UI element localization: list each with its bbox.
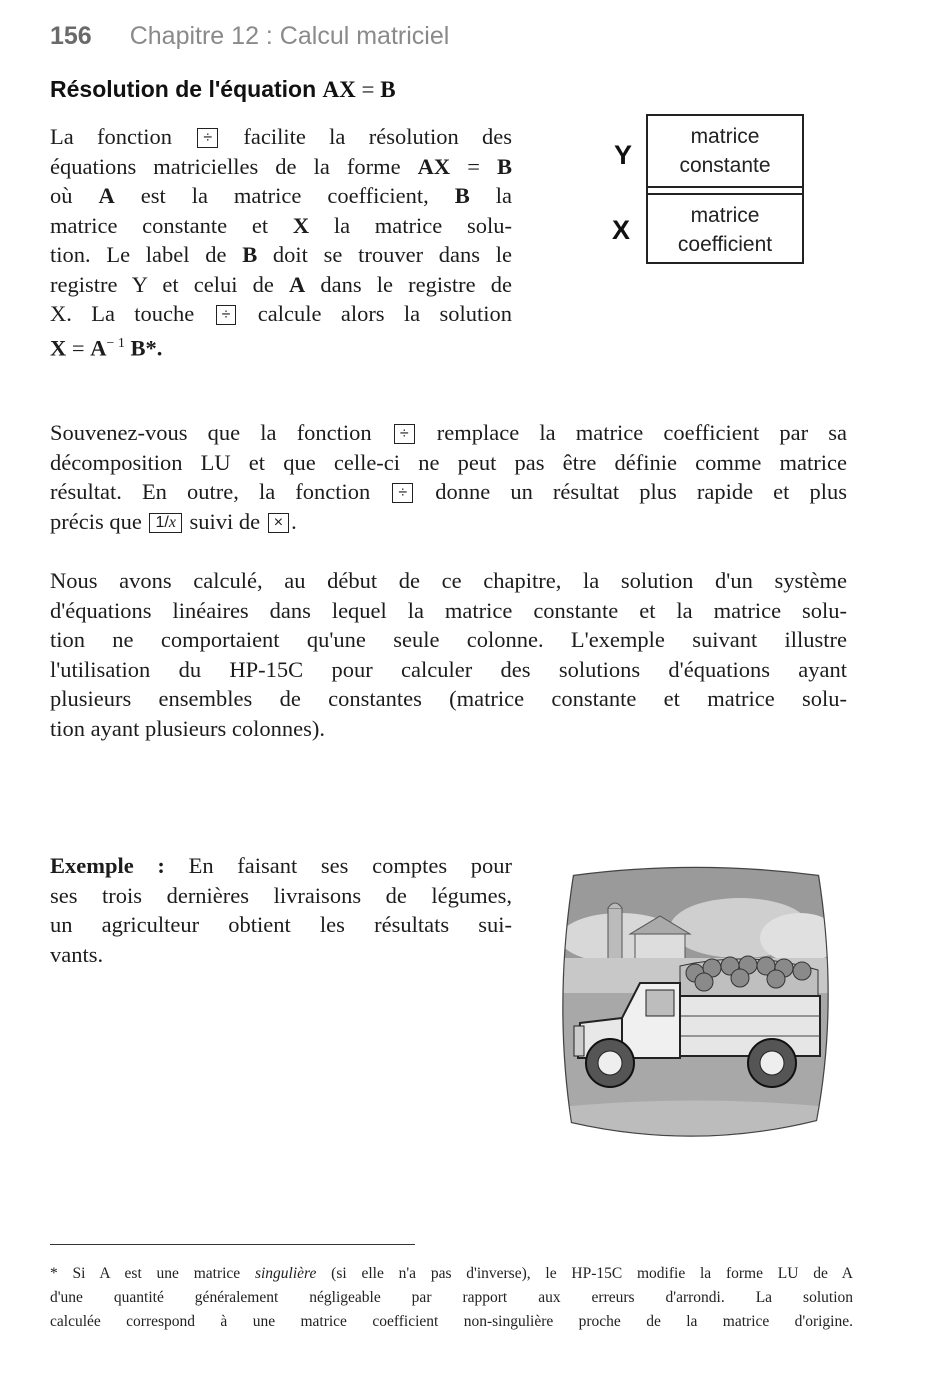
text: équations matricielles de la forme bbox=[50, 153, 418, 179]
text: est la matrice coefficient, bbox=[114, 183, 455, 208]
bold-ax: AX bbox=[417, 153, 451, 179]
bold-x: X bbox=[50, 335, 67, 360]
text: . bbox=[291, 508, 297, 534]
divide-key: ÷ bbox=[394, 424, 415, 444]
text: matrice constante et bbox=[50, 212, 293, 238]
box-text: constante bbox=[679, 154, 771, 177]
p1-line-3 bbox=[50, 181, 512, 211]
divide-key: ÷ bbox=[197, 128, 218, 148]
register-diagram bbox=[646, 114, 804, 264]
bold-b: B bbox=[454, 183, 470, 208]
p1-line-2 bbox=[50, 152, 512, 182]
p3-line-3: tion ne comportaient qu'une seule colonne. L'exemple suivant illustre bbox=[50, 627, 847, 652]
footnote-line-3: calculée correspond à une matrice coefficient non-singulière proche de la matrice d'origine. bbox=[50, 1313, 853, 1330]
text: * Si A est une matrice bbox=[50, 1265, 255, 1282]
text: = bbox=[66, 335, 91, 360]
p1-line-6 bbox=[50, 270, 512, 300]
p3-line-5: plusieurs ensembles de constantes (matrice constante et matrice solu- bbox=[50, 686, 847, 711]
divide-key: ÷ bbox=[392, 483, 413, 503]
footnote-rule bbox=[50, 1244, 415, 1245]
text: la bbox=[469, 183, 512, 208]
key-text: 1/ bbox=[155, 513, 169, 531]
text: la matrice solu- bbox=[309, 212, 512, 238]
example-label: Exemple : bbox=[50, 853, 165, 878]
bold-a: A bbox=[288, 271, 306, 297]
footnote-line-2: d'une quantité généralement négligeable par rapport aux erreurs d'arrondi. La solution bbox=[50, 1289, 853, 1306]
bold-a: A bbox=[90, 335, 107, 360]
bold-x: X bbox=[292, 212, 310, 238]
text: doit se trouver dans le bbox=[257, 242, 513, 267]
text: précis que bbox=[50, 508, 142, 534]
multiply-key: × bbox=[268, 513, 289, 533]
p1-line-8 bbox=[50, 329, 512, 363]
text: résultat. En outre, la fonction bbox=[50, 479, 371, 504]
page-number: 156 bbox=[50, 22, 92, 50]
eq-b: B bbox=[380, 77, 396, 102]
reminder-paragraph bbox=[50, 418, 847, 536]
example-line-1 bbox=[50, 851, 512, 881]
text: facilite la résolution des bbox=[243, 124, 513, 149]
p2-line-1 bbox=[50, 418, 847, 448]
p1-line-5 bbox=[50, 240, 512, 270]
text: Souvenez-vous que la fonction bbox=[50, 420, 372, 445]
footnote-line-1 bbox=[50, 1262, 853, 1286]
text: X. La touche bbox=[50, 301, 195, 326]
y-register-label: Y bbox=[614, 140, 633, 170]
example-line-4: vants. bbox=[50, 941, 104, 967]
eq-ax: AX bbox=[322, 77, 356, 102]
p3-line-6: tion ayant plusieurs colonnes). bbox=[50, 715, 325, 741]
text: La fonction bbox=[50, 124, 173, 149]
bold-b: B bbox=[496, 153, 512, 179]
example-line-3: un agriculteur obtient les résultats sui- bbox=[50, 912, 512, 937]
text: calcule alors la solution bbox=[257, 301, 513, 326]
box-text: coefficient bbox=[677, 233, 773, 256]
text: = bbox=[450, 153, 497, 179]
divide-key: ÷ bbox=[216, 305, 237, 325]
x-register-box bbox=[648, 193, 802, 265]
chapter-title: Chapitre 12 : Calcul matriciel bbox=[129, 22, 450, 50]
intro-paragraph bbox=[50, 122, 512, 363]
text: où bbox=[50, 183, 99, 208]
key-var: x bbox=[168, 513, 176, 531]
text: suivi de bbox=[189, 508, 261, 534]
bold-b-star: B*. bbox=[124, 335, 163, 360]
text: registre Y et celui de bbox=[50, 271, 289, 297]
example-line-2: ses trois dernières livraisons de légumes, bbox=[50, 882, 512, 908]
example-paragraph bbox=[50, 851, 512, 969]
text: donne un résultat plus rapide et plus bbox=[435, 479, 848, 504]
box-text: matrice bbox=[690, 204, 760, 227]
bold-b: B bbox=[242, 242, 258, 267]
text: remplace la matrice coefficient par sa bbox=[436, 420, 848, 445]
p1-line-1 bbox=[50, 122, 512, 152]
eq-equals: = bbox=[355, 77, 381, 102]
text: tion. Le label de bbox=[50, 242, 243, 267]
section-title-equation bbox=[323, 77, 396, 102]
reciprocal-key bbox=[149, 513, 181, 533]
section-title bbox=[50, 76, 396, 103]
p3-line-4: l'utilisation du HP-15C pour calculer des solutions d'équations ayant bbox=[50, 656, 847, 682]
running-header bbox=[50, 22, 449, 51]
context-paragraph bbox=[50, 566, 847, 743]
p1-line-4 bbox=[50, 211, 512, 241]
bold-a: A bbox=[98, 183, 115, 208]
p3-line-1: Nous avons calculé, au début de ce chapitre, la solution d'un système bbox=[50, 568, 847, 593]
text: (si elle n'a pas d'inverse), le HP-15C modifie la forme LU de A bbox=[316, 1265, 853, 1282]
text: dans le registre de bbox=[305, 271, 513, 297]
p2-line-3 bbox=[50, 477, 847, 507]
p3-line-2: d'équations linéaires dans lequel la matrice constante et la matrice solu- bbox=[50, 597, 847, 623]
p2-line-4 bbox=[50, 507, 847, 537]
box-text: matrice bbox=[690, 125, 760, 148]
vegetable-truck-illustration bbox=[550, 858, 840, 1148]
p1-line-7 bbox=[50, 299, 512, 329]
footnote bbox=[50, 1262, 853, 1334]
exponent: − 1 bbox=[106, 335, 125, 351]
p2-line-2: décomposition LU et que celle-ci ne peut pas être définie comme matrice bbox=[50, 449, 847, 475]
text: En faisant ses comptes pour bbox=[164, 853, 512, 878]
italic-text: singulière bbox=[254, 1265, 317, 1282]
y-register-box bbox=[648, 116, 802, 188]
x-register-label: X bbox=[612, 215, 631, 245]
section-title-text: Résolution de l'équation bbox=[50, 76, 323, 102]
